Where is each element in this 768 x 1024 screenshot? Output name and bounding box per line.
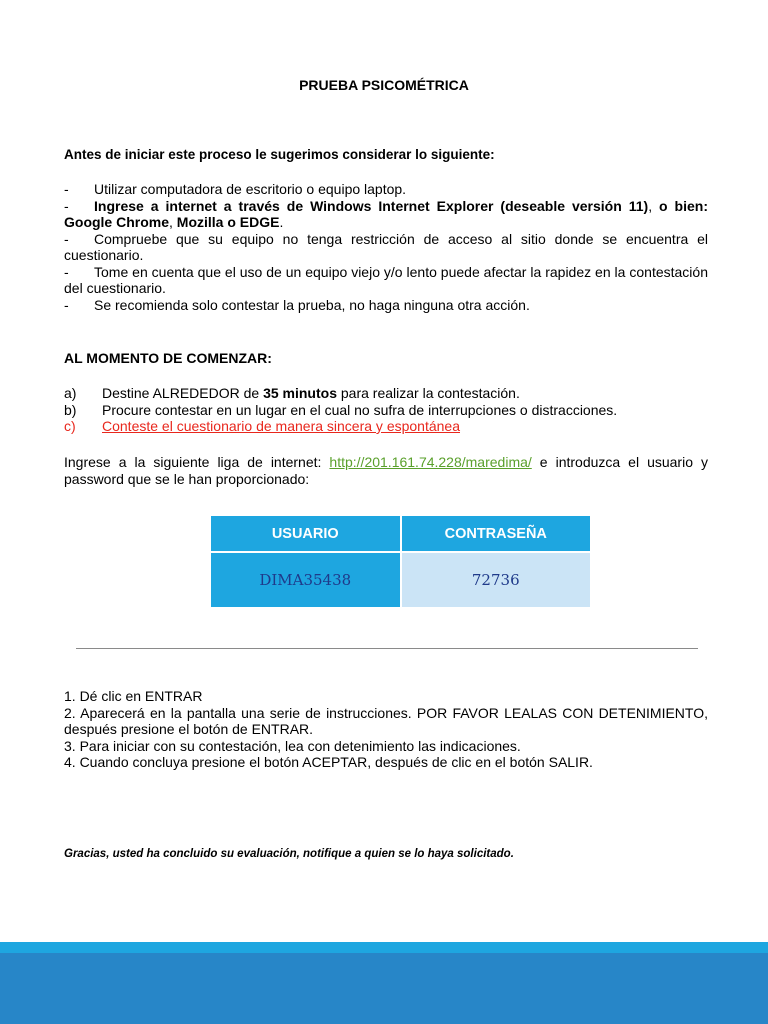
divider-line bbox=[76, 648, 698, 649]
list-item-text: , bbox=[169, 214, 177, 230]
password-header: CONTRASEÑA bbox=[401, 516, 591, 552]
list-item-text: Se recomienda solo contestar la prueba, no haga ninguna otra acción. bbox=[94, 296, 530, 313]
credentials-table bbox=[211, 516, 590, 607]
table-row bbox=[211, 552, 590, 607]
user-value: DIMA35438 bbox=[211, 552, 401, 607]
list-item bbox=[64, 181, 708, 198]
step-text: Conteste el cuestionario de manera sincera y espontánea bbox=[102, 418, 460, 434]
list-item bbox=[64, 385, 708, 402]
list-item-text: . bbox=[279, 214, 284, 230]
bullet-dash: - bbox=[64, 197, 69, 214]
intro-text: Antes de iniciar este proceso le sugerimos considerar lo siguiente: bbox=[64, 147, 495, 162]
step-text-post: para realizar la contestación. bbox=[336, 385, 520, 401]
step-text-pre: Destine ALREDEDOR de bbox=[102, 385, 264, 401]
bullet-dash: - bbox=[64, 296, 69, 313]
list-item bbox=[64, 297, 708, 314]
list-item bbox=[64, 198, 708, 231]
step-label: a) bbox=[64, 385, 77, 401]
list-item bbox=[64, 418, 708, 435]
step-label: c) bbox=[64, 418, 76, 434]
bullet-dash: - bbox=[64, 181, 69, 197]
step-label: b) bbox=[64, 401, 77, 418]
step-text bbox=[102, 385, 520, 402]
table-header-row bbox=[211, 516, 590, 552]
password-value: 72736 bbox=[401, 552, 591, 607]
user-header: USUARIO bbox=[211, 516, 401, 552]
bullet-dash: - bbox=[64, 230, 69, 247]
link-paragraph-pre: Ingrese a la siguiente liga de internet: bbox=[64, 454, 330, 470]
list-item-bold-text: Ingrese a internet a través de Windows Internet Explorer (deseable versión 11) bbox=[94, 197, 649, 214]
list-item: 4. Cuando concluya presione el botón ACEPTAR, después de clic en el botón SALIR. bbox=[64, 754, 593, 770]
list-item-text: Utilizar computadora de escritorio o equipo laptop. bbox=[94, 181, 407, 197]
list-item: 1. Dé clic en ENTRAR bbox=[64, 688, 203, 704]
list-item bbox=[64, 264, 708, 297]
numbered-steps bbox=[64, 688, 708, 771]
site-link[interactable]: http://201.161.74.228/maredima/ bbox=[329, 454, 532, 470]
start-heading: AL MOMENTO DE COMENZAR: bbox=[64, 350, 272, 366]
list-item: 3. Para iniciar con su contestación, lea con detenimiento las indicaciones. bbox=[64, 737, 521, 754]
start-steps-list bbox=[64, 385, 708, 435]
list-item: 2. Aparecerá en la pantalla una serie de instrucciones. POR FAVOR LEALAS CON DETENIMIENTO, después presione el botón de ENTRAR. bbox=[64, 704, 708, 737]
thanks-note: Gracias, usted ha concluido su evaluación, notifique a quien se lo haya solicitado. bbox=[64, 848, 514, 860]
list-item-bold-text: o bien: Google Chrome bbox=[64, 197, 709, 230]
list-item-text: Compruebe que su equipo no tenga restricción de acceso al sitio donde se encuentra el cuestionario. bbox=[64, 230, 708, 263]
list-item bbox=[64, 231, 708, 264]
link-paragraph-post: e introduzca el usuario y password que se le han proporcionado: bbox=[64, 454, 709, 487]
step-text: Procure contestar en un lugar en el cual no sufra de interrupciones o distracciones. bbox=[102, 401, 618, 418]
footer-band bbox=[0, 953, 768, 1024]
list-item-text: , bbox=[648, 197, 660, 214]
page-title: PRUEBA PSICOMÉTRICA bbox=[299, 77, 469, 93]
list-item-text: Tome en cuenta que el uso de un equipo viejo y/o lento puede afectar la rapidez en la contestación del cuestionario. bbox=[64, 263, 708, 296]
step-text-bold: 35 minutos bbox=[263, 385, 337, 401]
requirements-list bbox=[64, 181, 708, 313]
footer-accent-bar bbox=[0, 942, 768, 953]
link-paragraph bbox=[64, 454, 708, 487]
list-item bbox=[64, 402, 708, 419]
bullet-dash: - bbox=[64, 263, 69, 280]
list-item-bold-text: Mozilla o EDGE bbox=[176, 214, 280, 230]
